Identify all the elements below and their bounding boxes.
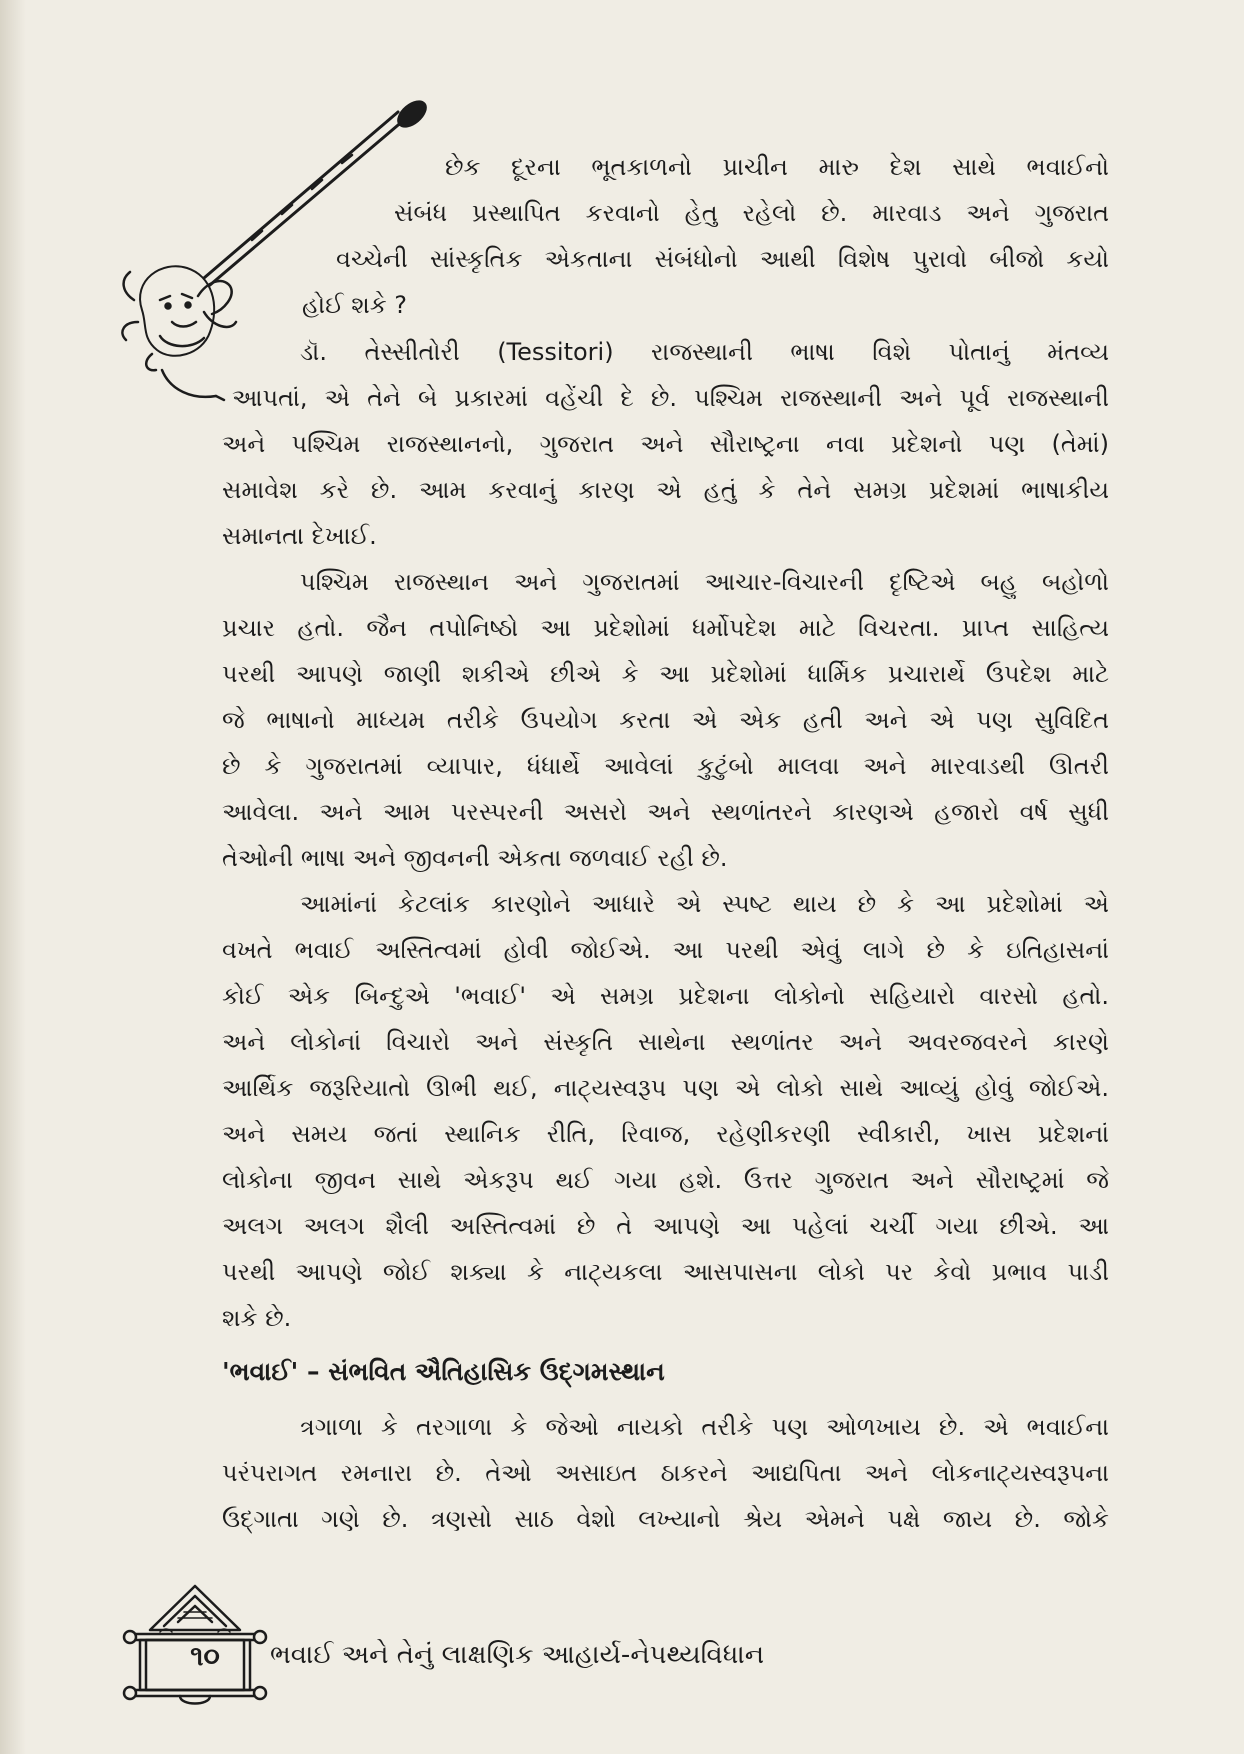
text-line: જે ભાષાનો માધ્યમ તરીકે ઉપયોગ કરતા એ એક હતી અને એ પણ સુવિદિત xyxy=(222,706,1109,734)
text-line: આવેલા. અને આમ પરસ્પરની અસરો અને સ્થળાંતરને કારણએ હજારો વર્ષ સુધી xyxy=(222,798,1109,826)
page-number: ૧૦ xyxy=(190,1641,220,1672)
text-line: આર્થિક જરૂરિયાતો ઊભી થઈ, નાટ્યસ્વરૂપ પણ એ લોકો સાથે આવ્યું હોવું જોઈએ. xyxy=(222,1074,1109,1102)
text-line: સમાવેશ કરે છે. આમ કરવાનું કારણ એ હતું કે તેને સમગ્ર પ્રદેશમાં ભાષાકીય xyxy=(222,476,1109,504)
text-line: તેઓની ભાષા અને જીવનની એકતા જળવાઈ રહી છે. xyxy=(222,844,728,872)
text-line: પશ્ચિમ રાજસ્થાન અને ગુજરાતમાં આચાર-વિચારની દૃષ્ટિએ બહુ બહોળો xyxy=(300,568,1109,596)
section-heading: 'ભવાઈ' – સંભવિત ઐતિહાસિક ઉદ્‌ગમસ્થાન xyxy=(222,1357,665,1386)
text-line: શકે છે. xyxy=(222,1304,292,1332)
text-line: છેક દૂરના ભૂતકાળનો પ્રાચીન મારુ દેશ સાથે ભવાઈનો xyxy=(445,153,1109,181)
text-line: પરથી આપણે જોઈ શક્યા કે નાટ્યકલા આસપાસના લોકો પર કેવો પ્રભાવ પાડી xyxy=(222,1258,1109,1286)
text-line: આમાંનાં કેટલાંક કારણોને આધારે એ સ્પષ્ટ થાય છે કે આ પ્રદેશોમાં એ xyxy=(300,890,1109,918)
text-line: સમાનતા દેખાઈ. xyxy=(222,522,377,550)
text-line: સંબંધ પ્રસ્થાપિત કરવાનો હેતુ રહેલો છે. મારવાડ અને ગુજરાત xyxy=(394,199,1109,227)
text-line: હોઈ શકે ? xyxy=(302,291,408,319)
text-line: વચ્ચેની સાંસ્કૃતિક એકતાના સંબંધોનો આથી વિશેષ પુરાવો બીજો કયો xyxy=(336,245,1109,273)
text-line: ઉદ્‌ગાતા ગણે છે. ત્રણસો સાઠ વેશો લખ્યાનો શ્રેય એમને પક્ષે જાય છે. જોકે xyxy=(222,1505,1109,1533)
text-line: અને લોકોનાં વિચારો અને સંસ્કૃતિ સાથેના સ્થળાંતર અને અવરજવરને કારણે xyxy=(222,1028,1109,1056)
page-edge-shadow xyxy=(0,0,26,1754)
text-line: ડૉ. તેસ્સીતોરી (Tessitori) રાજસ્થાની ભાષા વિશે પોતાનું મંતવ્ય xyxy=(300,338,1109,366)
text-line: અને સમય જતાં સ્થાનિક રીતિ, રિવાજ, રહેણીકરણી સ્વીકારી, ખાસ પ્રદેશનાં xyxy=(222,1120,1109,1148)
running-footer-title: ભવાઈ અને તેનું લાક્ષણિક આહાર્ય-નેપથ્યવિધાન xyxy=(270,1640,765,1670)
text-line: લોકોના જીવન સાથે એકરૂપ થઈ ગયા હશે. ઉત્તર ગુજરાત અને સૌરાષ્ટ્રમાં જે xyxy=(222,1166,1109,1194)
text-line: અલગ અલગ શૈલી અસ્તિત્વમાં છે તે આપણે આ પહેલાં ચર્ચી ગયા છીએ. આ xyxy=(222,1212,1109,1240)
text-line: કોઈ એક બિન્દુએ 'ભવાઈ' એ સમગ્ર પ્રદેશના લોકોનો સહિયારો વારસો હતો. xyxy=(222,982,1109,1010)
text-line: પરથી આપણે જાણી શકીએ છીએ કે આ પ્રદેશોમાં ધાર્મિક પ્રચારાર્થે ઉપદેશ માટે xyxy=(222,660,1109,688)
text-line: આપતાં, એ તેને બે પ્રકારમાં વહેંચી દે છે. પશ્ચિમ રાજસ્થાની અને પૂર્વ રાજસ્થાની xyxy=(232,384,1109,412)
text-line: છે કે ગુજરાતમાં વ્યાપાર, ધંધાર્થે આવેલાં કુટુંબો માલવા અને મારવાડથી ઊતરી xyxy=(222,752,1109,780)
text-line: અને પશ્ચિમ રાજસ્થાનનો, ગુજરાત અને સૌરાષ્ટ્રના નવા પ્રદેશનો પણ (તેમાં) xyxy=(222,430,1109,458)
text-line: ત્રગાળા કે તરગાળા કે જેઓ નાયકો તરીકે પણ ઓળખાય છે. એ ભવાઈના xyxy=(300,1413,1109,1441)
text-line: વખતે ભવાઈ અસ્તિત્વમાં હોવી જોઈએ. આ પરથી એવું લાગે છે કે ઇતિહાસનાં xyxy=(222,936,1109,964)
text-line: પરંપરાગત રમનારા છે. તેઓ અસાઇત ઠાકરને આદ્યપિતા અને લોકનાટ્યસ્વરૂપના xyxy=(222,1459,1109,1487)
text-line: પ્રચાર હતો. જૈન તપોનિષ્ઠો આ પ્રદેશોમાં ધર્મોપદેશ માટે વિચરતા. પ્રાપ્ત સાહિત્ય xyxy=(222,614,1109,642)
